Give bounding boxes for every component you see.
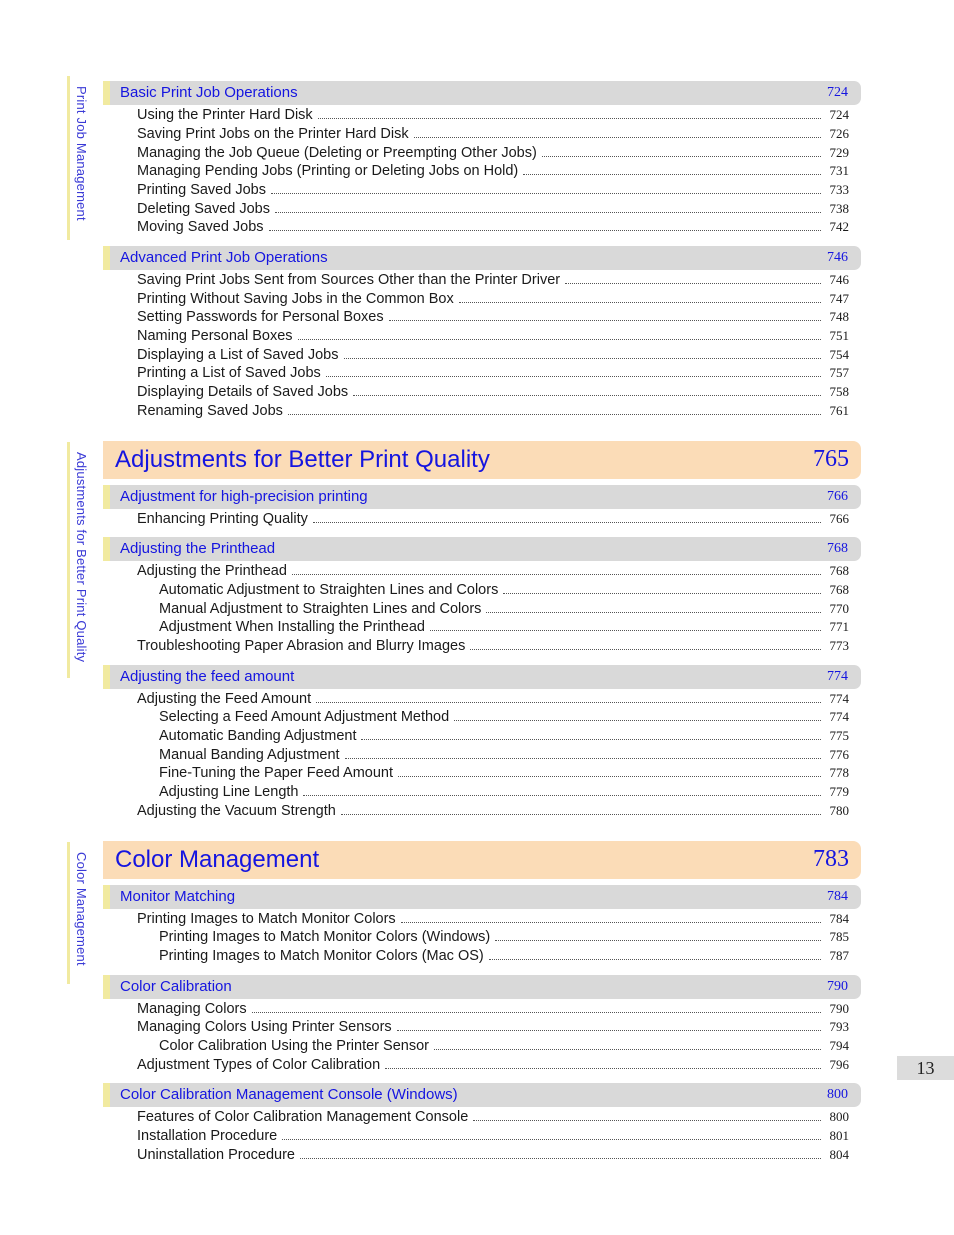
dot-leader [385,1057,821,1069]
entry-page: 776 [829,747,849,762]
dot-leader [398,765,821,777]
toc-entry[interactable] [137,219,849,238]
section-header[interactable] [103,246,861,270]
entry-label: Manual Adjustment to Straighten Lines and Colors [159,601,482,617]
section-page: 746 [827,250,848,265]
dot-leader [486,601,821,613]
dot-leader [361,728,821,740]
entry-label: Automatic Adjustment to Straighten Lines and Colors [159,582,499,598]
entry-page: 800 [829,1109,849,1124]
section-page: 784 [827,889,848,904]
entry-page: 790 [829,1001,849,1016]
section-title: Monitor Matching [120,888,236,905]
toc-entry[interactable] [137,201,849,220]
toc-entry[interactable] [137,291,849,310]
entry-page: 774 [829,709,849,724]
toc-entry[interactable] [137,1109,849,1128]
toc-entry[interactable] [137,163,849,182]
side-tab-adjustments [67,442,92,678]
section-header[interactable] [103,885,861,909]
toc-entry[interactable] [159,1038,849,1057]
toc-entry[interactable] [137,563,849,582]
dot-leader [401,911,821,923]
entry-page: 768 [829,563,849,578]
entry-label: Renaming Saved Jobs [137,403,283,419]
toc-entry[interactable] [159,784,849,803]
entry-label: Adjusting the Printhead [137,563,287,579]
entry-label: Using the Printer Hard Disk [137,107,313,123]
toc-entry[interactable] [137,384,849,403]
toc-entry[interactable] [137,328,849,347]
toc-entry[interactable] [159,619,849,638]
entry-label: Displaying a List of Saved Jobs [137,347,339,363]
dot-leader [326,365,821,377]
chapter-page: 765 [813,446,849,472]
entry-page: 754 [829,347,849,362]
entry-label: Color Calibration Using the Printer Sensor [159,1038,429,1054]
entry-page: 775 [829,728,849,743]
toc-entry[interactable] [137,347,849,366]
side-tab-print-job-management [67,76,92,240]
dot-leader [565,272,821,284]
toc-entry[interactable] [159,929,849,948]
toc-entry[interactable] [137,309,849,328]
dot-leader [473,1109,821,1121]
entry-page: 770 [829,601,849,616]
entry-page: 794 [829,1038,849,1053]
entry-label: Managing Pending Jobs (Printing or Deleting Jobs on Hold) [137,163,519,179]
entry-label: Uninstallation Procedure [137,1147,295,1163]
entry-label: Enhancing Printing Quality [137,511,308,527]
section-title: Basic Print Job Operations [120,84,298,101]
dot-leader [252,1001,821,1013]
dot-leader [353,384,821,396]
section-header[interactable] [103,975,861,999]
entry-label: Printing Images to Match Monitor Colors (Mac OS) [159,948,484,964]
entry-label: Installation Procedure [137,1128,278,1144]
toc-entry[interactable] [137,182,849,201]
toc-entry[interactable] [137,1147,849,1166]
dot-leader [345,747,821,759]
dot-leader [542,145,821,157]
entry-page: 757 [829,365,849,380]
side-tab-label: Color Management [74,852,89,966]
toc-entry[interactable] [137,403,849,422]
entry-label: Adjusting the Vacuum Strength [137,803,336,819]
dot-leader [397,1019,821,1031]
entry-label: Features of Color Calibration Management Console [137,1109,469,1125]
section-title: Color Calibration [120,978,232,995]
entry-page: 774 [829,691,849,706]
side-tab-color-management [67,842,92,984]
entry-label: Printing Images to Match Monitor Colors [137,911,396,927]
chapter-header[interactable] [103,841,861,879]
entry-page: 724 [829,107,849,122]
entry-page: 793 [829,1019,849,1034]
entry-page: 746 [829,272,849,287]
dot-leader [288,403,821,415]
entry-page: 731 [829,163,849,178]
toc-entry[interactable] [137,911,849,930]
dot-leader [503,582,821,594]
dot-leader [313,511,821,523]
dot-leader [489,948,821,960]
entry-page: 733 [829,182,849,197]
toc-entry[interactable] [137,107,849,126]
section-header[interactable] [103,81,861,105]
entry-label: Printing Saved Jobs [137,182,266,198]
entry-label: Selecting a Feed Amount Adjustment Method [159,709,450,725]
entry-label: Displaying Details of Saved Jobs [137,384,349,400]
section-title: Color Calibration Management Console (Windows) [120,1086,458,1103]
chapter-header[interactable] [103,441,861,479]
entry-label: Printing a List of Saved Jobs [137,365,321,381]
toc-entry[interactable] [159,709,849,728]
entry-page: 768 [829,582,849,597]
dot-leader [269,219,821,231]
entry-page: 779 [829,784,849,799]
entry-page: 801 [829,1128,849,1143]
dot-leader [303,784,821,796]
toc-entry[interactable] [159,728,849,747]
section-header[interactable] [103,537,861,561]
entry-page: 784 [829,911,849,926]
chapter-page: 783 [813,846,849,872]
entry-label: Printing Without Saving Jobs in the Common Box [137,291,454,307]
dot-leader [470,638,821,650]
entry-page: 796 [829,1057,849,1072]
entry-page: 771 [829,619,849,634]
toc-entry[interactable] [137,272,849,291]
dot-leader [495,929,821,941]
entry-label: Printing Images to Match Monitor Colors (Windows) [159,929,491,945]
dot-leader [454,709,821,721]
dot-leader [318,107,821,119]
toc-entry[interactable] [159,948,849,967]
toc-entry[interactable] [137,1128,849,1147]
toc-entry[interactable] [137,365,849,384]
entry-label: Naming Personal Boxes [137,328,293,344]
section-page: 800 [827,1087,848,1102]
entry-page: 804 [829,1147,849,1162]
dot-leader [275,201,821,213]
toc-entry[interactable] [137,803,849,822]
entry-page: 738 [829,201,849,216]
section-title: Advanced Print Job Operations [120,249,328,266]
entry-label: Adjustment When Installing the Printhead [159,619,425,635]
toc-entry[interactable] [137,145,849,164]
toc-entry[interactable] [137,691,849,710]
dot-leader [282,1128,821,1140]
toc-entry[interactable] [137,1057,849,1076]
entry-page: 773 [829,638,849,653]
dot-leader [300,1147,821,1159]
dot-leader [389,309,821,321]
dot-leader [298,328,821,340]
section-page: 774 [827,669,848,684]
entry-label: Manual Banding Adjustment [159,747,340,763]
toc-entry[interactable] [137,638,849,657]
dot-leader [292,563,821,575]
entry-label: Managing Colors [137,1001,247,1017]
entry-page: 751 [829,328,849,343]
entry-page: 758 [829,384,849,399]
page-number: 13 [897,1056,954,1080]
toc-entry[interactable] [159,582,849,601]
entry-page: 726 [829,126,849,141]
toc-entry[interactable] [137,1019,849,1038]
dot-leader [459,291,821,303]
toc-entry[interactable] [159,765,849,784]
entry-page: 787 [829,948,849,963]
entry-label: Saving Print Jobs on the Printer Hard Disk [137,126,409,142]
section-title: Adjusting the feed amount [120,668,295,685]
dot-leader [414,126,821,138]
toc-entry[interactable] [137,126,849,145]
entry-page: 742 [829,219,849,234]
section-page: 768 [827,541,848,556]
entry-page: 766 [829,511,849,526]
section-title: Adjustment for high-precision printing [120,488,368,505]
entry-label: Automatic Banding Adjustment [159,728,357,744]
entry-label: Deleting Saved Jobs [137,201,270,217]
entry-page: 729 [829,145,849,160]
entry-label: Troubleshooting Paper Abrasion and Blurry Images [137,638,466,654]
entry-page: 761 [829,403,849,418]
side-tab-label: Print Job Management [74,86,89,221]
entry-label: Adjustment Types of Color Calibration [137,1057,381,1073]
toc-entry[interactable] [137,511,849,530]
entry-page: 747 [829,291,849,306]
dot-leader [430,619,821,631]
dot-leader [434,1038,821,1050]
entry-label: Adjusting Line Length [159,784,299,800]
section-header[interactable] [103,485,861,509]
entry-label: Managing the Job Queue (Deleting or Preempting Other Jobs) [137,145,537,161]
entry-label: Moving Saved Jobs [137,219,264,235]
entry-label: Setting Passwords for Personal Boxes [137,309,384,325]
dot-leader [341,803,821,815]
chapter-title: Color Management [115,846,320,873]
section-page: 724 [827,85,848,100]
toc-entry[interactable] [159,747,849,766]
entry-label: Fine-Tuning the Paper Feed Amount [159,765,394,781]
section-title: Adjusting the Printhead [120,540,276,557]
entry-label: Adjusting the Feed Amount [137,691,312,707]
entry-page: 778 [829,765,849,780]
dot-leader [271,182,821,194]
toc-entry[interactable] [137,1001,849,1020]
dot-leader [344,347,822,359]
section-header[interactable] [103,665,861,689]
section-page: 766 [827,489,848,504]
entry-page: 748 [829,309,849,324]
entry-label: Saving Print Jobs Sent from Sources Other than the Printer Driver [137,272,561,288]
section-page: 790 [827,979,848,994]
toc-entry[interactable] [159,601,849,620]
entry-page: 780 [829,803,849,818]
entry-page: 785 [829,929,849,944]
dot-leader [316,691,821,703]
dot-leader [523,163,821,175]
entry-label: Managing Colors Using Printer Sensors [137,1019,392,1035]
chapter-title: Adjustments for Better Print Quality [115,446,490,473]
section-header[interactable] [103,1083,861,1107]
side-tab-label: Adjustments for Better Print Quality [74,452,89,663]
